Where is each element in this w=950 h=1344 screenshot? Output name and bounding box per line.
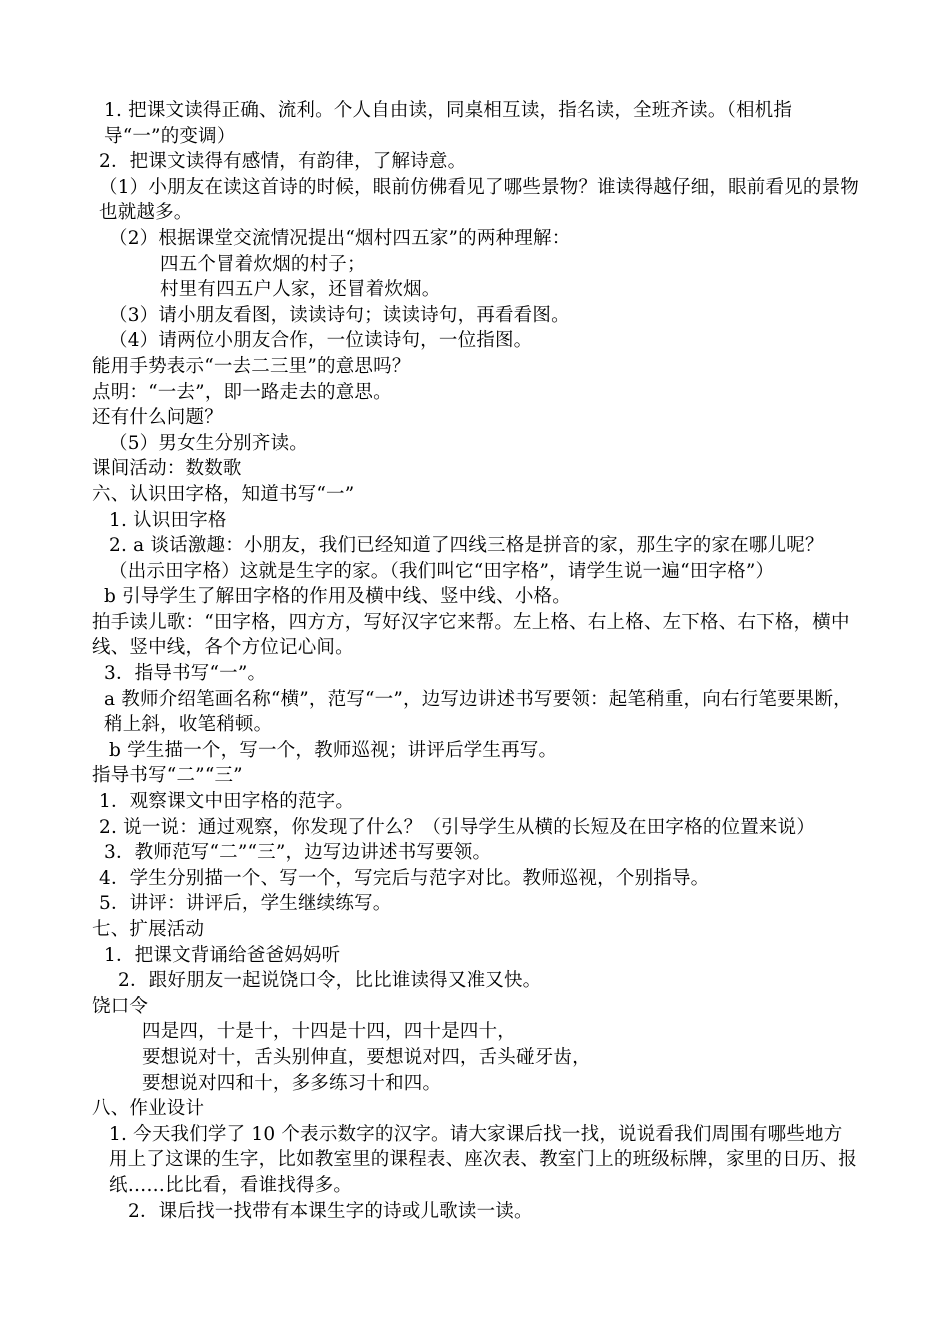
paragraph: （3）请小朋友看图，读读诗句；读读诗句，再看看图。: [109, 304, 570, 326]
paragraph: 5．讲评：讲评后，学生继续练写。: [99, 893, 392, 915]
paragraph: 1．把课文背诵给爸爸妈妈听: [104, 944, 341, 966]
paragraph: 还有什么问题？: [92, 407, 223, 429]
paragraph: 村里有四五户人家，还冒着炊烟。: [160, 279, 441, 301]
paragraph: 四是四，十是十，十四是十四，四十是四十，: [142, 1021, 517, 1043]
paragraph: 2. a 谈话激趣：小朋友，我们已经知道了四线三格是拼音的家，那生字的家在哪儿呢？（出示田字格）这就是生字的家。（我们叫它“田字格”，请学生说一遍“田字格”）: [109, 535, 824, 582]
paragraph: （2）根据课堂交流情况提出“烟村四五家”的两种理解：: [109, 227, 571, 249]
paragraph: 拍手读儿歌：“田字格，四方方，写好汉字它来帮。左上格、右上格、左下格、右下格，横中线、竖中线，各个方位记心间。: [92, 611, 850, 659]
paragraph: 饶口令: [92, 995, 149, 1017]
paragraph: （1）小朋友在读这首诗的时候，眼前仿佛看见了哪些景物？谁读得越仔细，眼前看见的景物也就越多。: [99, 176, 859, 224]
paragraph: 1. 把课文读得正确、流利。个人自由读，同桌相互读，指名读，全班齐读。（相机指导“一”的变调）: [104, 100, 793, 147]
paragraph: 1. 认识田字格: [109, 509, 227, 531]
paragraph: 指导书写“二”“三”: [92, 765, 243, 787]
paragraph: 3．指导书写“一”。: [104, 663, 267, 685]
section-heading: 六、认识田字格，知道书写“一”: [92, 483, 355, 505]
paragraph: 要想说对四和十，多多练习十和四。: [142, 1072, 442, 1094]
paragraph: a 教师介绍笔画名称“横”，范写“一”，边写边讲述书写要领：起笔稍重，向右行笔要果断，稍上斜，收笔稍顿。: [104, 688, 852, 736]
paragraph: （5）男女生分别齐读。: [109, 432, 308, 454]
paragraph: b 学生描一个，写一个，教师巡视；讲评后学生再写。: [109, 739, 558, 761]
paragraph: 4．学生分别描一个、写一个，写完后与范字对比。教师巡视，个别指导。: [99, 867, 710, 889]
section-heading: 八、作业设计: [92, 1098, 205, 1120]
paragraph: 能用手势表示“一去二三里”的意思吗？: [92, 355, 411, 377]
paragraph: 2．把课文读得有感情，有韵律，了解诗意。: [99, 151, 467, 173]
paragraph: 2. 说一说：通过观察，你发现了什么？（引导学生从横的长短及在田字格的位置来说）: [99, 816, 816, 838]
paragraph: 点明：“一去”，即一路走去的意思。: [92, 381, 392, 403]
paragraph: 1. 今天我们学了 10 个表示数字的汉字。请大家课后找一找，说说看我们周围有哪些地方用上了这课的生字，比如教室里的课程表、座次表、教室门上的班级标牌，家里的日历、报纸……比比看，看谁找得多。: [109, 1123, 858, 1196]
paragraph: 课间活动：数数歌: [92, 458, 242, 480]
paragraph: 四五个冒着炊烟的村子；: [160, 253, 366, 275]
paragraph: 2．课后找一找带有本课生字的诗或儿歌读一读。: [128, 1200, 533, 1222]
section-heading: 七、扩展活动: [92, 919, 205, 940]
paragraph: b 引导学生了解田字格的作用及横中线、竖中线、小格。: [104, 586, 571, 608]
document-body: [92, 98, 860, 1224]
paragraph: 3．教师范写“二”“三”，边写边讲述书写要领。: [104, 842, 492, 864]
paragraph: 2．跟好朋友一起说饶口令，比比谁读得又准又快。: [118, 970, 542, 992]
paragraph: 1．观察课文中田字格的范字。: [99, 791, 355, 813]
paragraph: 要想说对十，舌头别伸直，要想说对四，舌头碰牙齿，: [142, 1046, 591, 1068]
paragraph: （4）请两位小朋友合作，一位读诗句，一位指图。: [109, 330, 533, 352]
